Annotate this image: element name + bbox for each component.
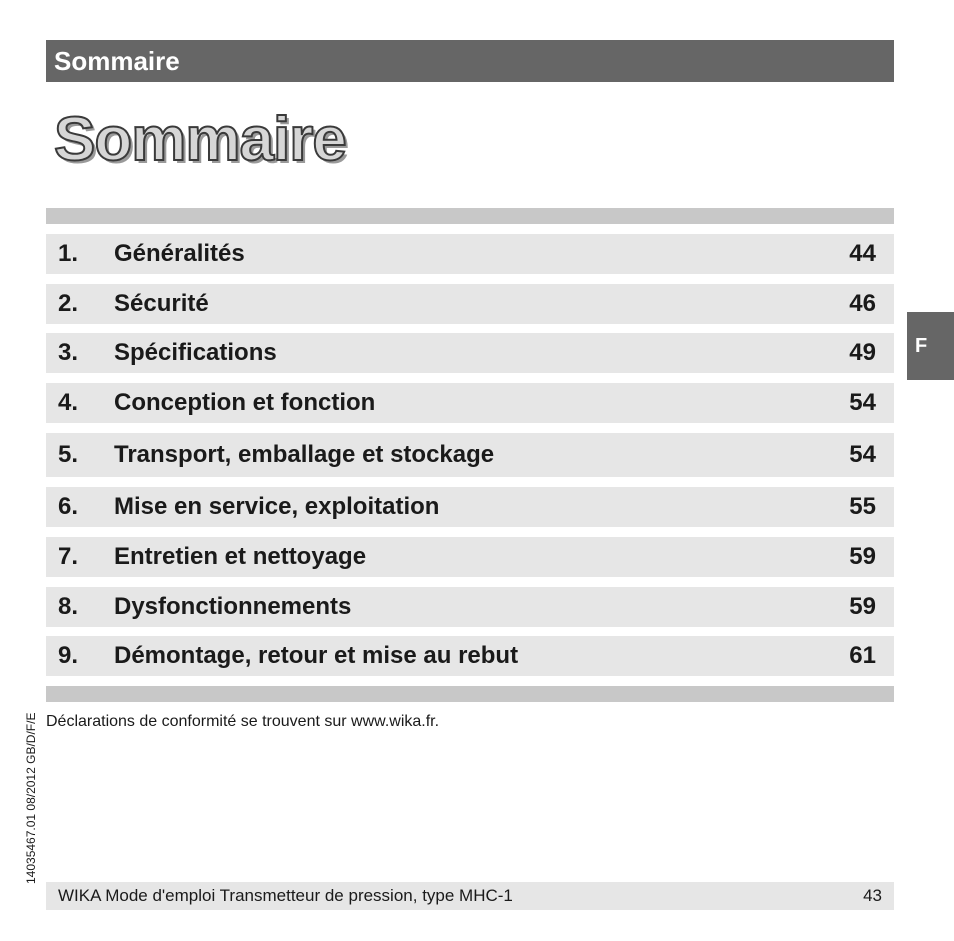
toc-page: 59 xyxy=(849,543,876,570)
toc-number: 7. xyxy=(58,543,79,570)
toc-row[interactable] xyxy=(46,587,894,627)
toc-page: 55 xyxy=(849,493,876,520)
footer-bar xyxy=(46,882,894,910)
toc-title: Spécifications xyxy=(114,339,277,366)
toc-number: 6. xyxy=(58,493,79,520)
footer-text: WIKA Mode d'emploi Transmetteur de pression, type MHC-1 xyxy=(58,886,513,905)
toc-row[interactable] xyxy=(46,383,894,423)
toc-page: 44 xyxy=(849,240,876,267)
toc-title: Transport, emballage et stockage xyxy=(114,441,495,468)
toc-row[interactable] xyxy=(46,333,894,373)
toc-title: Sécurité xyxy=(114,290,209,317)
toc-title: Entretien et nettoyage xyxy=(114,543,367,570)
toc-number: 4. xyxy=(58,389,79,416)
language-tab[interactable] xyxy=(907,312,954,380)
toc-row[interactable] xyxy=(46,433,894,477)
toc-number: 8. xyxy=(58,593,79,620)
toc-page: 46 xyxy=(849,290,876,317)
toc-row[interactable] xyxy=(46,284,894,324)
toc-page: 54 xyxy=(849,441,876,468)
toc-row[interactable] xyxy=(46,487,894,527)
footer-page-number: 43 xyxy=(863,886,882,905)
toc-page: 61 xyxy=(849,642,876,669)
language-tab-label: F xyxy=(915,335,928,357)
toc-number: 9. xyxy=(58,642,79,669)
toc-number: 2. xyxy=(58,290,79,317)
toc-page: 54 xyxy=(849,389,876,416)
toc-number: 3. xyxy=(58,339,79,366)
toc-row[interactable] xyxy=(46,234,894,274)
conformity-note: Déclarations de conformité se trouvent sur www.wika.fr. xyxy=(46,713,440,730)
toc-title: Mise en service, exploitation xyxy=(114,493,440,520)
toc-row[interactable] xyxy=(46,636,894,676)
toc-page: 49 xyxy=(849,339,876,366)
toc-title: Généralités xyxy=(114,240,245,267)
section-header-bar xyxy=(46,40,894,82)
toc-page: 59 xyxy=(849,593,876,620)
toc-title: Conception et fonction xyxy=(114,389,376,416)
divider-bottom xyxy=(46,686,894,702)
section-header-title: Sommaire xyxy=(54,46,180,76)
toc-number: 5. xyxy=(58,441,79,468)
toc-row[interactable] xyxy=(46,537,894,577)
toc-title: Démontage, retour et mise au rebut xyxy=(114,642,519,669)
toc-number: 1. xyxy=(58,240,79,267)
document-code: 14035467.01 08/2012 GB/D/F/E xyxy=(24,712,38,884)
divider-top xyxy=(46,208,894,224)
page-title: Sommaire xyxy=(54,105,346,174)
toc-title: Dysfonctionnements xyxy=(114,593,352,620)
